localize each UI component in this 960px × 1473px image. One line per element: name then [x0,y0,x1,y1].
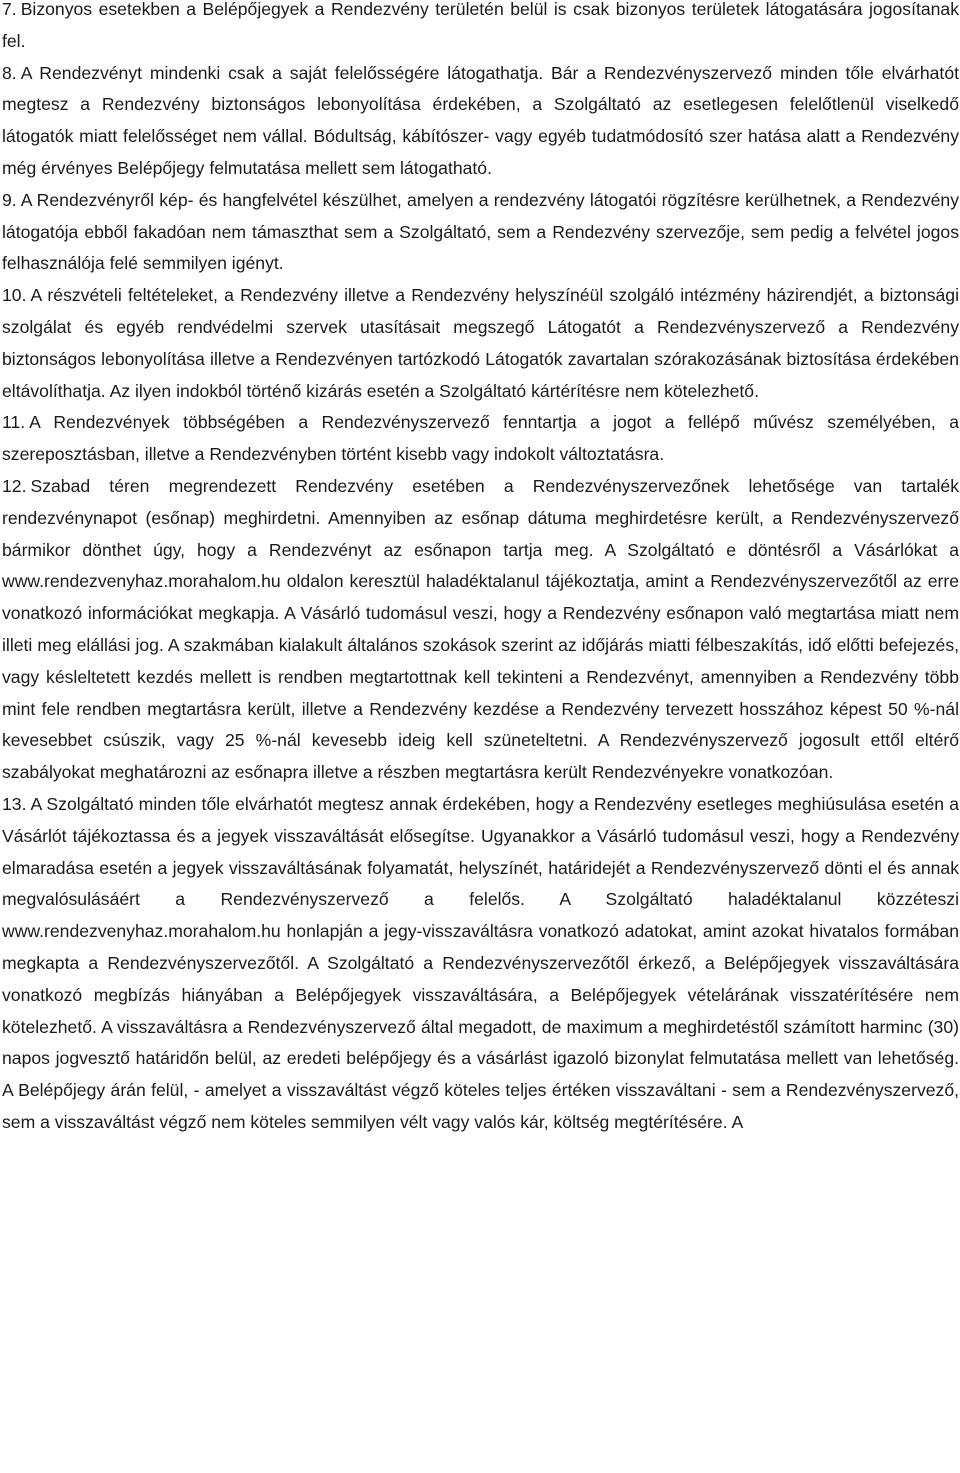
paragraph-text: A Rendezvényt mindenki csak a saját felelősségére látogathatja. Bár a Rendezvényszervező minden tőle elvárhatót megtesz a Rendezvény biztonságos lebonyolítása érdekében, a Szolgáltató az esetlegesen felelőtlenül viselkedő látogatók miatt felelősséget nem vállal. Bódultság, kábítószer- vagy egyéb tudatmódosító szer hatása alatt a Rendezvény még érvényes Belépőjegy felmutatása mellett sem látogatható. [2,62,959,178]
paragraph-number: 12. [2,475,27,496]
paragraph-text: Bizonyos esetekben a Belépőjegyek a Rendezvény területén belül is csak bizonyos területek látogatására jogosítanak fel. [2,0,959,51]
paragraph-number: 7. [2,0,17,19]
paragraph-7 [2,0,959,58]
paragraph-number: 13. [2,793,27,814]
paragraph-number: 11. [2,412,26,433]
paragraph-8 [2,58,959,185]
paragraph-11 [2,407,959,471]
paragraph-number: 10. [2,285,27,306]
paragraph-number: 9. [2,189,17,210]
paragraph-text: A Szolgáltató minden tőle elvárhatót megtesz annak érdekében, hogy a Rendezvény esetleges meghiúsulása esetén a Vásárlót tájékoztassa és a jegyek visszaváltását elősegítse. Ugyanakkor a Vásárló tudomásul veszi, hogy a Rendezvény elmaradása esetén a jegyek visszaváltásának folyamatát, helyszínét, határidejét a Rendezvényszervező dönti el és annak megvalósulásáért a Rendezvényszervező a felelős. A Szolgáltató haladéktalanul közzéteszi www.rendezvenyhaz.morahalom.hu honlapján a jegy-visszaváltásra vonatkozó adatokat, amint azokat hivatalos formában megkapta a Rendezvényszervezőtől. A Szolgáltató a Rendezvényszervezőtől érkező, a Belépőjegyek visszaváltására vonatkozó megbízás hiányában a Belépőjegyek visszaváltására, a Belépőjegyek vételárának visszatérítésére nem kötelezhető. A visszaváltásra a Rendezvényszervező által megadott, de maximum a meghirdetéstől számított harminc (30) napos jogvesztő határidőn belül, az eredeti belépőjegy és a vásárlást igazoló bizonylat felmutatása mellett van lehetőség. A Belépőjegy árán felül, - amelyet a visszaváltást végző köteles teljes értéken visszaváltani - sem a Rendezvényszervező, sem a visszaváltást végző nem köteles semmilyen vélt vagy valós kár, költség megtérítésére. A [2,793,959,1132]
paragraph-number: 8. [2,62,17,83]
paragraph-10 [2,280,959,407]
paragraph-text: A Rendezvényről kép- és hangfelvétel készülhet, amelyen a rendezvény látogatói rögzítésre kerülhetnek, a Rendezvény látogatója ebből fakadóan nem támaszthat sem a Szolgáltató, sem a Rendezvény szervezője, sem pedig a felvétel jogos felhasználója felé semmilyen igényt. [2,189,959,274]
paragraph-text: Szabad téren megrendezett Rendezvény esetében a Rendezvényszervezőnek lehetősége van tartalék rendezvénynapot (esőnap) meghirdetni. Amennyiben az esőnap dátuma meghirdetésre került, a Rendezvényszervező bármikor dönthet úgy, hogy a Rendezvényt az esőnapon tartja meg. A Szolgáltató e döntésről a Vásárlókat a www.rendezvenyhaz.morahalom.hu oldalon keresztül haladéktalanul tájékoztatja, amint a Rendezvényszervezőtől az erre vonatkozó információkat megkapja. A Vásárló tudomásul veszi, hogy a Rendezvény esőnapon való megtartása miatt nem illeti meg elállási jog. A szakmában kialakult általános szokások szerint az időjárás miatti félbeszakítás, idő előtti befejezés, vagy késleltetett kezdés mellett is rendben megtartottnak kell tekinteni a Rendezvényt, amennyiben a Rendezvény több mint fele rendben megtartásra került, illetve a Rendezvény kezdése a Rendezvény tervezett hosszához képest 50 %-nál kevesebbet csúszik, vagy 25 %-nál kevesebb ideig kell szüneteltetni. A Rendezvényszervező jogosult ettől eltérő szabályokat meghatározni az esőnapra illetve a részben megtartásra került Rendezvényekre vonatkozóan. [2,475,959,783]
paragraph-13 [2,789,959,1139]
paragraph-9 [2,185,959,280]
paragraph-text: A részvételi feltételeket, a Rendezvény illetve a Rendezvény helyszínéül szolgáló intézmény házirendjét, a biztonsági szolgálat és egyéb rendvédelmi szervek utasításait megszegő Látogatót a Rendezvényszervező a Rendezvény biztonságos lebonyolítása illetve a Rendezvényen tartózkodó Látogatók zavartalan szórakozásának biztosítása érdekében eltávolíthatja. Az ilyen indokból történő kizárás esetén a Szolgáltató kártérítésre nem kötelezhető. [2,285,959,401]
paragraph-text: A Rendezvények többségében a Rendezvényszervező fenntartja a jogot a fellépő művész személyében, a szereposztásban, illetve a Rendezvényben történt kisebb vagy indokolt változtatásra. [2,412,959,465]
paragraph-12 [2,471,959,789]
